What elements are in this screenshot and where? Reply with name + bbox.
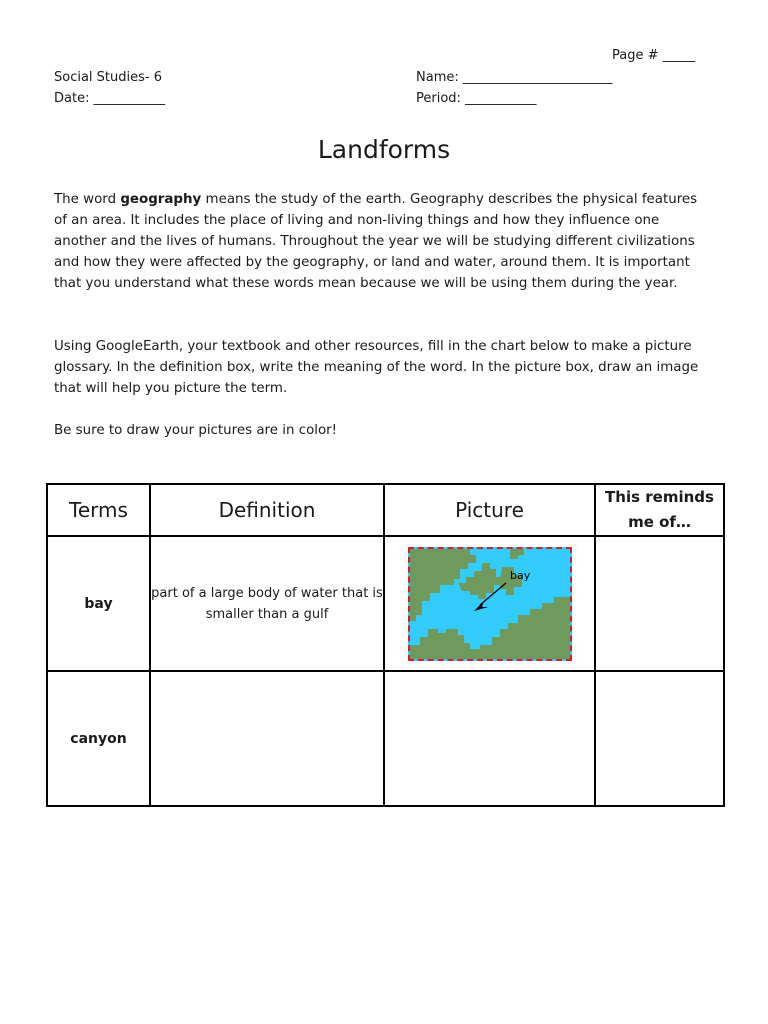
glossary-table <box>46 483 725 807</box>
instructions-paragraph: Using GoogleEarth, your textbook and other resources, fill in the chart below to make a picture glossary. In the definition box, write the meaning of the word. In the picture box, draw an image that will help you picture the term. <box>54 339 699 396</box>
definition-cell[interactable]: part of a large body of water that is smaller than a gulf <box>150 536 384 671</box>
bay-map-label: bay <box>509 568 530 582</box>
period-line: Period: ___________ <box>416 91 537 106</box>
header-reminds: This reminds me of… <box>595 484 724 536</box>
intro-keyword: geography <box>120 192 202 207</box>
reminds-cell[interactable] <box>595 671 724 806</box>
reminds-cell[interactable] <box>595 536 724 671</box>
picture-cell[interactable] <box>384 671 595 806</box>
header-definition: Definition <box>150 484 384 536</box>
page-title: Landforms <box>317 135 451 164</box>
date-line: Date: ___________ <box>54 91 166 106</box>
term-cell: canyon <box>47 671 150 806</box>
page-number-line: Page # _____ <box>612 48 696 63</box>
bay-map-svg <box>410 549 570 659</box>
name-line: Name: _______________________ <box>416 70 613 85</box>
bay-map-illustration <box>408 547 572 661</box>
reminder-paragraph: Be sure to draw your pictures are in color! <box>54 423 338 438</box>
intro-prefix: The word <box>54 192 121 207</box>
subject-label: Social Studies- 6 <box>54 70 162 85</box>
table-row <box>47 536 724 671</box>
intro-paragraph <box>54 190 714 295</box>
definition-cell[interactable] <box>150 671 384 806</box>
header-picture: Picture <box>384 484 595 536</box>
intro-rest: means the study of the earth. Geography describes the physical features of an area. It includes the place of living and non-living things and how they influence one another and the lives of humans. Throughout the year we will be studying different civilizations and how they were affected by the geography, or land and water, around them. It is important that you understand what these words mean because we will be using them during the year. <box>54 192 698 291</box>
term-cell: bay <box>47 536 150 671</box>
table-header-row <box>47 484 724 536</box>
table-row <box>47 671 724 806</box>
header-terms: Terms <box>47 484 150 536</box>
picture-cell[interactable] <box>384 536 595 671</box>
